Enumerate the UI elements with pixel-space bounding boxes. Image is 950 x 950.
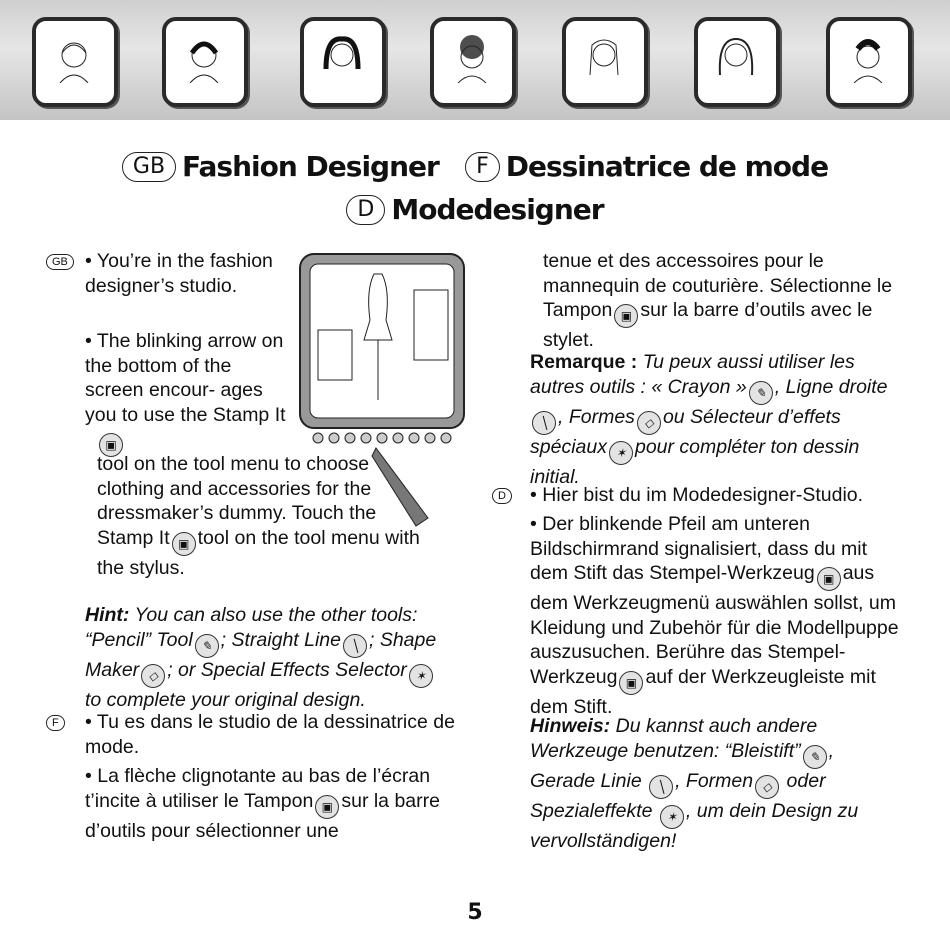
de-point-1: • Hier bist du im Modedesigner-Studio. <box>530 484 864 506</box>
shape-icon: ◇ <box>755 775 779 799</box>
title-line-2 <box>0 193 950 226</box>
title-d: Modedesigner <box>391 193 604 226</box>
stamp-icon: ▣ <box>315 795 339 819</box>
shape-icon: ◇ <box>637 411 661 435</box>
stamp-icon: ▣ <box>172 532 196 556</box>
lang-tag-d: D <box>346 195 385 225</box>
portrait-frame <box>32 17 118 107</box>
portrait-frame <box>430 17 516 107</box>
line-icon: ╲ <box>343 634 367 658</box>
stamp-icon: ▣ <box>99 433 123 457</box>
de-point-2: • Der blinkende Pfeil am unteren Bildschirmrand signalisiert, dass du mit dem Stift das Stempel-Werkzeug ▣ aus dem Werkzeugmenü auswählen sollst, um Kleidung und Zubehör für die Modellpuppe auszusuchen. Berühre das Stempel-Werkzeug ▣ auf der Werkzeugleiste mit dem Stift. <box>530 513 899 718</box>
lang-tag-d-small: D <box>492 488 512 504</box>
portrait-banner <box>0 0 950 120</box>
portrait-frame <box>300 17 386 107</box>
pencil-icon: ✎ <box>803 745 827 769</box>
lang-tag-f: F <box>465 152 500 182</box>
gb-point-2-body: tool on the tool menu to choose clothing and accessories for the dressmaker’s dummy. Touch the Stamp It ▣ tool on the tool menu with the stylus. <box>97 453 420 579</box>
star-icon: ✶ <box>609 441 633 465</box>
de-hint: Hinweis: Du kannst auch andere Werkzeuge benutzen: “Bleistift” ✎ , Gerade Linie ╲ , Formen ◇ oder Spezialeffekte ✶ , um dein Design zu vervollständigen! <box>530 715 859 852</box>
pencil-icon: ✎ <box>749 381 773 405</box>
stamp-icon: ▣ <box>817 567 841 591</box>
portrait-frame <box>162 17 248 107</box>
portrait-frame <box>562 17 648 107</box>
star-icon: ✶ <box>660 805 684 829</box>
fr-point-2-cont: tenue et des accessoires pour le mannequin de couturière. Sélectionne le Tampon ▣ sur la barre d’outils avec le stylet. <box>543 250 893 352</box>
fr-point-1: • Tu es dans le studio de la dessinatrice de mode. <box>85 711 455 758</box>
title-line-1 <box>0 150 950 183</box>
portrait-frame <box>826 17 912 107</box>
stamp-icon: ▣ <box>614 304 638 328</box>
stamp-icon: ▣ <box>619 671 643 695</box>
gb-point-2: • The blinking arrow on the bottom of the screen encour- ages you to use the Stamp It <box>85 330 286 426</box>
portrait-frame <box>694 17 780 107</box>
title-f: Dessinatrice de mode <box>505 150 829 183</box>
line-icon: ╲ <box>532 411 556 435</box>
gb-point-1: • You’re in the fashion designer’s studio. <box>85 250 273 297</box>
shape-icon: ◇ <box>141 664 165 688</box>
page-number: 5 <box>467 900 483 925</box>
lang-tag-gb-small: GB <box>46 254 74 270</box>
fr-point-2: • La flèche clignotante au bas de l’écran t’incite à utiliser le Tampon ▣ sur la barre d’outils pour sélectionner une <box>85 765 440 842</box>
pencil-icon: ✎ <box>195 634 219 658</box>
lang-tag-f-small: F <box>46 715 65 731</box>
title-gb: Fashion Designer <box>182 150 439 183</box>
lang-tag-gb: GB <box>122 152 176 182</box>
fr-note: Remarque : Tu peux aussi utiliser les autres outils : « Crayon » ✎ , Ligne droite ╲ , Formes ◇ ou Sélecteur d’effets spéciaux ✶ pour compléter ton dessin initial. <box>530 351 888 488</box>
star-icon: ✶ <box>409 664 433 688</box>
line-icon: ╲ <box>649 775 673 799</box>
gb-hint: Hint: You can also use the other tools: “Pencil” Tool ✎ ; Straight Line ╲ ; Shape Maker ◇ ; or Special Effects Selector ✶ to complete your original design. <box>85 604 437 711</box>
